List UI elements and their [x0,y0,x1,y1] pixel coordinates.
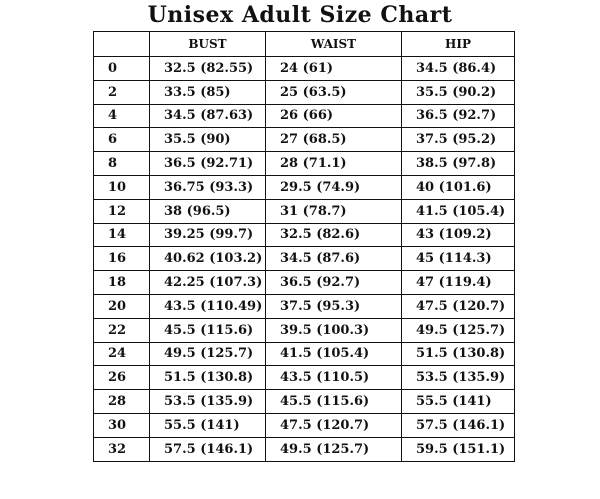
waist-cell: 29.5 (74.9) [266,175,402,199]
waist-cell: 43.5 (110.5) [266,366,402,390]
hip-cell: 45 (114.3) [402,247,515,271]
size-cell: 14 [94,223,150,247]
size-cell: 22 [94,318,150,342]
hip-cell: 47 (119.4) [402,271,515,295]
hip-cell: 40 (101.6) [402,175,515,199]
bust-cell: 42.25 (107.3) [150,271,266,295]
hip-cell: 47.5 (120.7) [402,294,515,318]
size-cell: 6 [94,128,150,152]
table-row [94,342,515,366]
header-waist: WAIST [266,32,402,57]
chart-title: Unisex Adult Size Chart [147,2,453,28]
header-bust: BUST [150,32,266,57]
table-row [94,128,515,152]
bust-cell: 32.5 (82.55) [150,57,266,81]
table-row [94,318,515,342]
waist-cell: 37.5 (95.3) [266,294,402,318]
table-row [94,271,515,295]
hip-cell: 49.5 (125.7) [402,318,515,342]
bust-cell: 39.25 (99.7) [150,223,266,247]
bust-cell: 36.75 (93.3) [150,175,266,199]
size-cell: 2 [94,80,150,104]
table-row [94,80,515,104]
size-cell: 30 [94,413,150,437]
bust-cell: 45.5 (115.6) [150,318,266,342]
bust-cell: 36.5 (92.71) [150,152,266,176]
size-cell: 24 [94,342,150,366]
size-cell: 32 [94,437,150,461]
hip-cell: 51.5 (130.8) [402,342,515,366]
header-row [94,32,515,57]
waist-cell: 49.5 (125.7) [266,437,402,461]
waist-cell: 32.5 (82.6) [266,223,402,247]
waist-cell: 27 (68.5) [266,128,402,152]
header-size [94,32,150,57]
bust-cell: 35.5 (90) [150,128,266,152]
table-row [94,390,515,414]
header-hip: HIP [402,32,515,57]
table-row [94,294,515,318]
table-row [94,223,515,247]
size-cell: 28 [94,390,150,414]
hip-cell: 38.5 (97.8) [402,152,515,176]
size-cell: 0 [94,57,150,81]
size-cell: 16 [94,247,150,271]
waist-cell: 47.5 (120.7) [266,413,402,437]
bust-cell: 53.5 (135.9) [150,390,266,414]
table-row [94,199,515,223]
hip-cell: 36.5 (92.7) [402,104,515,128]
bust-cell: 57.5 (146.1) [150,437,266,461]
waist-cell: 28 (71.1) [266,152,402,176]
table-row [94,175,515,199]
hip-cell: 37.5 (95.2) [402,128,515,152]
size-chart-table [93,31,515,462]
bust-cell: 38 (96.5) [150,199,266,223]
size-cell: 20 [94,294,150,318]
table-row [94,57,515,81]
hip-cell: 35.5 (90.2) [402,80,515,104]
bust-cell: 34.5 (87.63) [150,104,266,128]
bust-cell: 40.62 (103.2) [150,247,266,271]
waist-cell: 25 (63.5) [266,80,402,104]
waist-cell: 26 (66) [266,104,402,128]
waist-cell: 39.5 (100.3) [266,318,402,342]
bust-cell: 43.5 (110.49) [150,294,266,318]
table-row [94,152,515,176]
size-cell: 26 [94,366,150,390]
table-body [94,57,515,462]
hip-cell: 41.5 (105.4) [402,199,515,223]
bust-cell: 33.5 (85) [150,80,266,104]
hip-cell: 59.5 (151.1) [402,437,515,461]
size-cell: 18 [94,271,150,295]
waist-cell: 24 (61) [266,57,402,81]
size-cell: 4 [94,104,150,128]
table-row [94,437,515,461]
size-cell: 10 [94,175,150,199]
table-row [94,247,515,271]
table-row [94,104,515,128]
table-row [94,366,515,390]
hip-cell: 34.5 (86.4) [402,57,515,81]
table-row [94,413,515,437]
waist-cell: 41.5 (105.4) [266,342,402,366]
size-cell: 12 [94,199,150,223]
waist-cell: 31 (78.7) [266,199,402,223]
hip-cell: 43 (109.2) [402,223,515,247]
size-cell: 8 [94,152,150,176]
bust-cell: 51.5 (130.8) [150,366,266,390]
hip-cell: 57.5 (146.1) [402,413,515,437]
bust-cell: 49.5 (125.7) [150,342,266,366]
waist-cell: 45.5 (115.6) [266,390,402,414]
hip-cell: 55.5 (141) [402,390,515,414]
bust-cell: 55.5 (141) [150,413,266,437]
hip-cell: 53.5 (135.9) [402,366,515,390]
waist-cell: 36.5 (92.7) [266,271,402,295]
waist-cell: 34.5 (87.6) [266,247,402,271]
